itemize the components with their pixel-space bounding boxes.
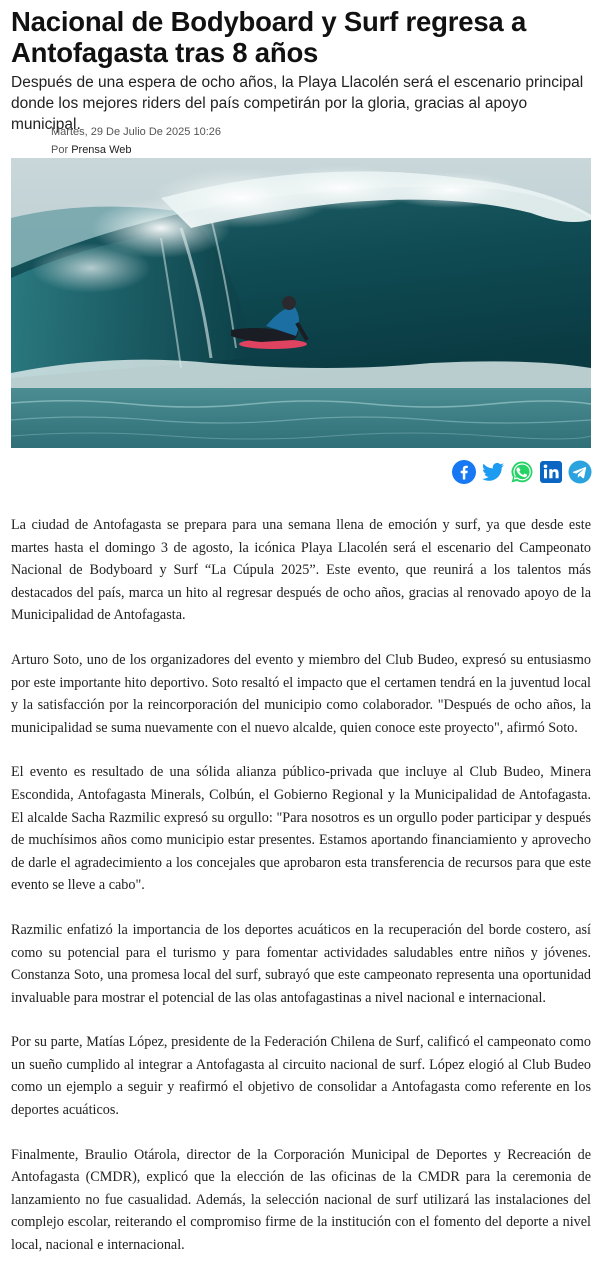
article-paragraph: Por su parte, Matías López, presidente de la Federación Chilena de Surf, calificó el campeonato como un sueño cumplido al integrar a Antofagasta al circuito nacional de surf. López elogió al Club Budeo como un ejemplo a seguir y reafirmó el objetivo de consolidar a Antofagasta como referente en los deportes acuáticos. — [11, 1034, 591, 1119]
article-date: Martes, 29 De Julio De 2025 10:26 — [51, 126, 221, 138]
article-paragraph: El evento es resultado de una sólida alianza público-privada que incluye al Club Budeo, Minera Escondida, Antofagasta Minerals, Colbún, el Gobierno Regional y la Municipalidad de Antofagasta. El alcalde Sacha Razmilic expresó su orgullo: "Para nosotros es un orgullo poder participar y después de muchísimos años como municipio estar presentes. Estamos aportando financiamiento y aprovecho de darle el agradecimiento a los concejales que aprobaron esta transferencia de recursos para que este evento se lleve a cabo". — [11, 764, 591, 894]
article-paragraph: Razmilic enfatizó la importancia de los deportes acuáticos en la recuperación del borde costero, así como su potencial para el turismo y para fomentar actividades saludables entre niños y jóvenes. Constanza Soto, una promesa local del surf, subrayó que este campeonato representa una oportunidad invaluable para mostrar el potencial de las olas antofagastinas a nivel nacional e internacional. — [11, 921, 591, 1006]
article-paragraph: Finalmente, Braulio Otárola, director de la Corporación Municipal de Deportes y Recreación de Antofagasta (CMDR), explicó que la elección de las oficinas de la CMDR para la ceremonia de lanzamiento no fue casualidad. Además, la selección nacional de surf utilizará las instalaciones del complejo escolar, reiterando el compromiso firme de la institución con el fomento del deporte a nivel local, nacional e internacional. — [11, 1146, 591, 1254]
twitter-icon — [481, 460, 505, 484]
surf-wave-photo — [11, 158, 591, 448]
linkedin-icon — [539, 460, 563, 484]
share-facebook-button[interactable] — [452, 460, 476, 484]
share-whatsapp-button[interactable] — [510, 460, 534, 484]
share-linkedin-button[interactable] — [539, 460, 563, 484]
share-telegram-button[interactable] — [568, 460, 592, 484]
telegram-icon — [568, 460, 592, 484]
article-body — [11, 514, 591, 1279]
hero-image — [11, 158, 591, 448]
article-subtitle: Después de una espera de ocho años, la Playa Llacolén será el escenario principal donde los mejores riders del país competirán por la gloria, gracias al apoyo municipal. — [11, 74, 584, 133]
article-paragraph: Arturo Soto, uno de los organizadores del evento y miembro del Club Budeo, expresó su entusiasmo por este importante hito deportivo. Soto resaltó el impacto que el certamen tendrá en la juventud local y la satisfacción por la reincorporación del municipio como colaborador. "Después de ocho años, la municipalidad se suma nuevamente con el nuevo alcalde, quien conoce este proyecto", afirmó Soto. — [11, 651, 591, 736]
article-byline — [51, 144, 132, 156]
author-name[interactable]: Prensa Web — [71, 144, 132, 156]
whatsapp-icon — [510, 460, 534, 484]
article-title: Nacional de Bodyboard y Surf regresa a Antofagasta tras 8 años — [11, 6, 527, 68]
share-bar — [452, 460, 592, 484]
author-prefix: Por — [51, 144, 69, 156]
facebook-icon — [452, 460, 476, 484]
article-paragraph: La ciudad de Antofagasta se prepara para una semana llena de emoción y surf, ya que desde este martes hasta el domingo 3 de agosto, la icónica Playa Llacolén será el escenario del Campeonato Nacional de Bodyboard y Surf “La Cúpula 2025”. Este evento, que reunirá a los talentos más destacados del país, marca un hito al regresar después de ocho años, gracias al renovado apoyo de la Municipalidad de Antofagasta. — [11, 517, 591, 624]
share-twitter-button[interactable] — [481, 460, 505, 484]
